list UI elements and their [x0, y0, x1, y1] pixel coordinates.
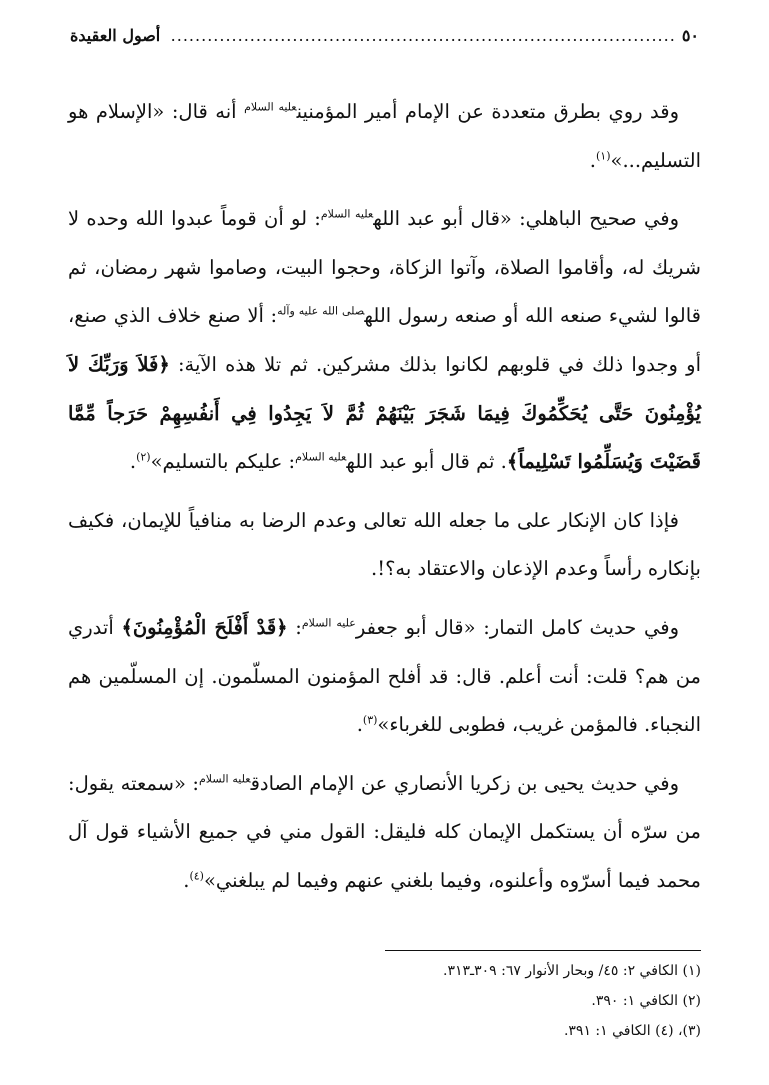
body-text: : ألا صنع خلاف الذي صنع، أو وجدوا ذلك في قلوبهم لكانوا بذلك مشركين. ثم تلا هذه الآية:: [68, 304, 702, 376]
footnote: (٣)، (٤) الكافي ١: ٣٩١.: [563, 1023, 701, 1039]
page-header: [70, 26, 699, 50]
header-leader-dots: ...................................................................................: [170, 26, 676, 45]
body-text: . ثم قال أبو عبد الله: [346, 450, 507, 474]
paragraph: [68, 88, 701, 185]
paragraph: [68, 195, 701, 487]
page-number: ٥٠: [681, 26, 699, 45]
body-text: .: [183, 868, 190, 892]
honorific: صلى الله عليه وآله: [277, 304, 365, 318]
quran-verse: ﴿قَدْ أَفْلَحَ الْمُؤْمِنُونَ﴾: [121, 615, 288, 639]
honorific: عليه السلام: [295, 450, 347, 464]
footnote-separator: [385, 950, 701, 951]
body-text: أتدري من هم؟ قلت: أنت أعلم. قال: قد أفلح المؤمنون المسلّمون. إن المسلّمين هم النجباء. فالمؤمن غريب، فطوبى للغرباء»: [68, 615, 701, 737]
body-text: وفي صحيح الباهلي: «قال أبو عبد الله: [373, 207, 679, 231]
footnote-marker: (٢): [136, 450, 151, 464]
paragraph: [68, 604, 701, 750]
body-text: : «سمعته يقول: من سرّه أن يستكمل الإيمان كله فليقل: القول مني في جميع الأشياء قول آل محمد فيما أسرّوه وأعلنوه، وفيما بلغني عنهم وفيما لم يبلغني»: [68, 771, 701, 892]
body-text: وفي حديث كامل التمار: «قال أبو جعفر: [355, 615, 679, 639]
body-text: وفي حديث يحيى بن زكريا الأنصاري عن الإمام الصادق: [250, 771, 679, 795]
quran-verse: ﴿فَلاَ وَرَبِّكَ لاَ يُؤْمِنُونَ حَتَّى يُحَكِّمُوكَ فِيمَا شَجَرَ بَيْنَهُمْ ثُمَّ لاَ يَجِدُوا فِي أَنفُسِهِمْ حَرَجاً مِّمَّا قَضَيْتَ وَيُسَلِّمُوا تَسْلِيماً﴾: [68, 352, 701, 474]
running-title: أصول العقيدة: [70, 26, 161, 45]
footnote-marker: (٤): [189, 869, 204, 883]
body-text: أنه قال: «الإسلام هو التسليم...»: [68, 100, 701, 172]
footnotes: [68, 956, 701, 1046]
body-text: : عليكم بالتسليم»: [150, 450, 296, 474]
footnote: (١) الكافي ٢: ٤٥/ وبحار الأنوار ٦٧: ٣٠٩ـ٣١٣.: [443, 963, 701, 979]
honorific: عليه السلام: [301, 616, 356, 630]
honorific: عليه السلام: [320, 207, 374, 221]
body-text: : لو أن قوماً عبدوا الله وحده لا شريك له، وأقاموا الصلاة، وآتوا الزكاة، وحجوا البيت، وصاموا شهر رمضان، ثم قالوا لشيء صنعه الله أو صنعه رسول الله: [68, 207, 701, 328]
body-text: .: [356, 713, 363, 737]
footnote: (٢) الكافي ١: ٣٩٠.: [591, 993, 701, 1009]
body-text: وقد روي بطرق متعددة عن الإمام أمير المؤمنين: [296, 100, 679, 123]
footnote-marker: (١): [596, 149, 611, 163]
honorific: عليه السلام: [244, 100, 297, 114]
body-text: فإذا كان الإنكار على ما جعله الله تعالى وعدم الرضا به منافياً للإيمان، فكيف بإنكاره رأساً وعدم الإذعان والاعتقاد به؟!.: [68, 508, 701, 581]
paragraph: [68, 760, 701, 906]
body-text: .: [129, 450, 137, 474]
honorific: عليه السلام: [199, 772, 251, 786]
body-text: :: [287, 615, 302, 639]
body-text: .: [589, 148, 596, 172]
footnote-marker: (٣): [362, 713, 378, 727]
main-text: [68, 88, 701, 916]
paragraph: [68, 497, 701, 594]
